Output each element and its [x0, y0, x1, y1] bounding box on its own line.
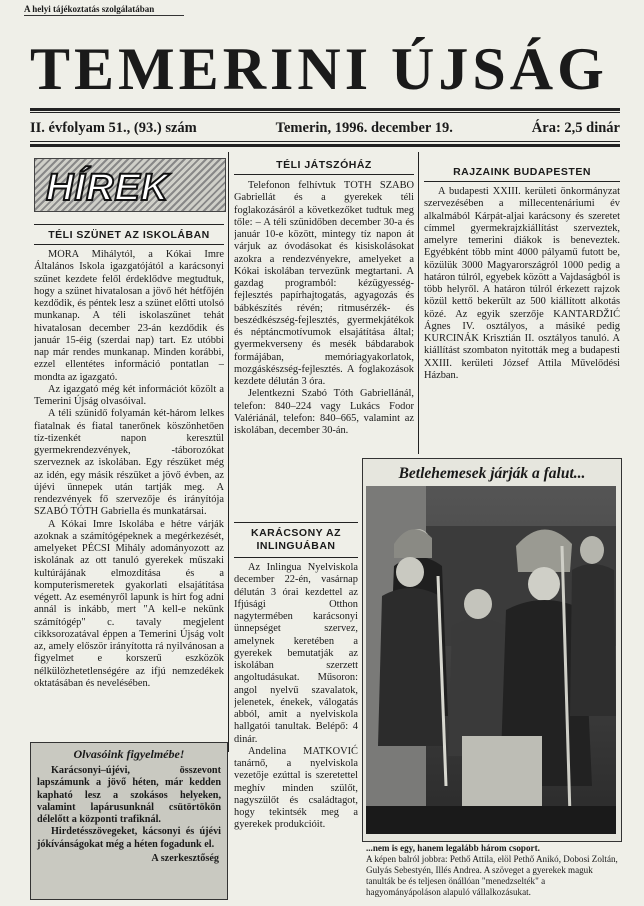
col1-rule-top — [34, 224, 224, 225]
child-head — [528, 567, 560, 601]
photo-title: Betlehemesek járják a falut... — [398, 465, 586, 482]
child-head — [464, 589, 492, 619]
column-separator — [418, 152, 419, 454]
col1-paragraph: A téli szünidő folyamán két-három lelkes fiatalnak és fiatal tanerőnek köszönhetően tíz-tizenkét napon keresztül gyermekrendezvények, -táborozókat szerveznek az iskolában. Egy részüket még az idén, egy másik részüket a jövő évben, az újévi ünnepek után tartják meg. A rendezvények fő szervezője és irányítója SZABÓ TÓTH Gabriella és munkatársai. — [34, 408, 224, 518]
hirek-badge-text: HÍREK — [46, 167, 170, 209]
col2-paragraph: Telefonon felhívtuk TÓTH SZABÓ Gabriellát és a gyerekek téli foglakozásáról a következőket tudtuk meg tőle: – A téli szünidőben december 30-a és január 10-e között, mintegy tíz napon át várjuk az óvodásokat és kisiskolásokat azokra a rendezvényekre, amelyeket a Kókai iskolában tervezünk megtartani. A gazdag programból: kézügyesség-fejlesztés papírhajtogatás, agyagozás és bábkészítés révén; ritmusérzék- és beszédkészség-fejlesztés, gyermekjátékok és néptáncmotívumok elsajátítása által; gyermekverseny és mesék bábdarabok formájában, memóriagyakorlatok, mozgáskészség-fejlesztés. A foglakozások kezdete délután 3 óra. — [234, 180, 414, 387]
col1-rule-bottom — [34, 244, 224, 245]
inlingua-body — [234, 562, 358, 898]
col2-heading: TÉLI JÁTSZÓHÁZ — [276, 159, 372, 171]
photo-betlehemesek — [366, 486, 616, 834]
notice-signature: A szerkesztőség — [151, 853, 219, 865]
inlingua-rule-bottom — [234, 557, 358, 558]
masthead-rule-top-thin — [30, 112, 620, 113]
col1-paragraph: Az igazgató még két információt közölt a Temerini Újság olvasóival. — [34, 383, 224, 407]
col1-paragraph: MÓRA Mihálytól, a Kókai Imre Általános Iskola igazgatójától a karácsonyi szünet kezdete felől érdeklődve megtudtuk, hogy a szünet hivatalosan a jövő hét hétfőjén kezdődik, és péntek lesz a szünet előtti utolsó munkanap. A téli iskolaszünet tehát hivatalosan december 23-án kezdődik és január 15-éig (szerdai nap) tart. Ez utóbbi nap már rendes munkanap. Minden korábbi, ezzel ellentétes információ pontatlan – mondta az igazgató. — [34, 249, 224, 383]
tagline: A helyi tájékoztatás szolgálatában — [24, 4, 184, 16]
child-body — [570, 564, 616, 716]
inlingua-heading-line2: INLINGUÁBAN — [256, 540, 336, 552]
notice-heading: Olvasóink figyelmébe! — [73, 747, 185, 761]
notice-box — [30, 742, 228, 900]
issue-price: Ára: 2,5 dinár — [531, 120, 620, 136]
inlingua-paragraph: Az Inlingua Nyelviskola december 22-én, vasárnap délután 3 órai kezdettel az Ifjúsági Otthon nagytermében karácsonyi ünnepséget szervez, amelynek keretében a gyerekek bemutatják az iskolában szerzett angoltudásukat. Műsoron: angol nyelvű szavalatok, jelenetek, énekek, válogatás abból, amit a nyelviskola hallgatói tanultak. Belépő: 4 dinár. — [234, 562, 358, 745]
inlingua-rule-top — [234, 522, 358, 523]
issue-rule-2 — [30, 144, 620, 147]
column-separator — [228, 152, 229, 752]
photo-caption — [366, 843, 620, 898]
child-body — [378, 588, 446, 746]
col3-heading: RAJZAINK BUDAPESTEN — [453, 166, 591, 178]
photo-caption-line1: ...nem is egy, hanem legalább három csoport. — [366, 843, 540, 853]
col1-body — [34, 249, 224, 734]
child-head — [580, 536, 604, 564]
issue-place-date: Temerin, 1996. december 19. — [275, 120, 453, 136]
inlingua-heading-line1: KARÁCSONY AZ — [250, 527, 341, 539]
col1-paragraph: A Kókai Imre Iskolába e hétre várják azoknak a számítógépeknek a megérkezését, amelyeket PÉCSI Mihály adományozott az iskolának az ott tanuló gyerekek műszaki kultúrájának elmozdítása és a komputerismeretek gyakorlati elsajátítása végett. Az eseményről lapunk is hírt fog adni annál is inkább, mert "A kell-e nekünk számítógép" c. tavaly megjelent cikksorozatával éppen a Temerini Újság volt az, amely először irányította rá nyilvánosan a figyelmet e korszerű eszközök nélkülözhetetlenségére az ifjú nemzedékek oktatásában és nevelésében. — [34, 518, 224, 689]
col2-paragraph: Jelentkezni Szabó Tóth Gabriellánál, telefon: 840–224 vagy Lukács Fodor Valériánál, telefon: 840–665, valamint az iskolában, december 30-án. — [234, 388, 414, 436]
photo-floor — [366, 806, 616, 834]
col3-paragraph: A budapesti XXIII. kerületi önkormányzat szervezésében a millecentenáriumi év alkalmából Kárpát-aljai karácsony és szeretet címmel gyermekrajzkiállítást szerveztek, amelyre temerini diákok is beneveztek. Egyébként több mint 4000 pályamű futott be, közülük 3000 Magyarországról 1000 pedig a határon túlról, egyebek között a Vajdaságból is több helyről. A határon túlról érkezett rajzok közül kettő bekerült az 500 kiállított alkotás közé. Az egyik szerzője KANTARDŽIĆ Ágnes IV. osztályos, a másiké pedig KURCINÁK Krisztián II. osztályos tanuló. A kiállítást szombaton nyitották meg a budapesti XXIII. kerületi József Attila Művelődési Házban. — [424, 186, 620, 381]
notice-paragraph-2: Hirdetésszövegeket, kácsonyi és újévi jókívánságokat még a héten fogadunk el. — [37, 826, 221, 850]
masthead-rule-top — [30, 108, 620, 111]
col2-rule — [234, 174, 414, 175]
inlingua-heading — [234, 527, 358, 553]
notice-paragraph-1: Karácsonyi–újévi, összevont lapszámunk a jövő héten, már kedden kapható lesz a szokásos helyeken, valamint lapárusunknál csütörtökön délelőtt a központi trafiknál. — [37, 765, 221, 826]
issue-rule-1 — [30, 141, 620, 142]
issue-volume: II. évfolyam 51., (93.) szám — [30, 120, 197, 136]
col3-rule — [424, 181, 620, 182]
issue-line — [30, 120, 620, 137]
child-head — [396, 557, 424, 587]
col1-heading: TÉLI SZÜNET AZ ISKOLÁBAN — [48, 229, 210, 241]
photo-caption-body: A képen balról jobbra: Pethő Attila, elöl Pethő Anikó, Dobosi Zoltán, Gulyás Sebestyén, Illés Andrea. A szöveget a gyerekek maguk tanulták be és teljesen önállóan "menedzselték" a hagyományápoláson alapuló vállalkozásukat. — [366, 854, 618, 897]
col3-body — [424, 186, 620, 452]
masthead-title: TEMERINI ÚJSÁG — [30, 36, 608, 102]
inlingua-paragraph: Andelina MATKOVIĆ tanárnő, a nyelviskola vezetője ezúttal is szeretettel meghív minden szülőt, nagyszülőt és családtagot, hogy tekintsék meg a gyerekek produkcióit. — [234, 745, 358, 831]
